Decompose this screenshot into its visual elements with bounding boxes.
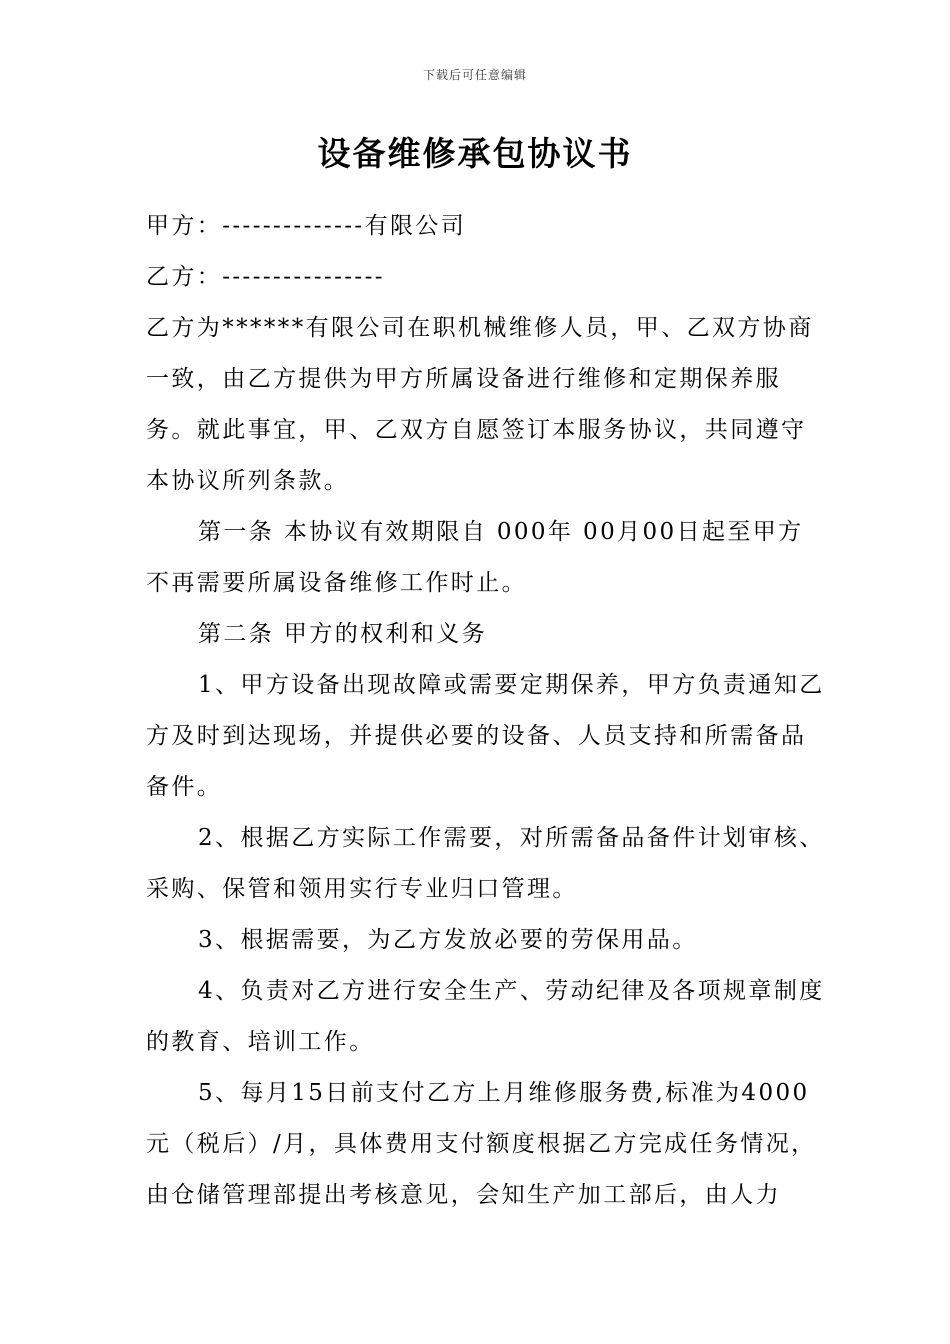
clause-3-paragraph: 3、根据需要，为乙方发放必要的劳保用品。	[198, 927, 698, 953]
intro-paragraph: 乙方为******有限公司在职机械维修人员，甲、乙双方协商一致，由乙方提供为甲方所属设备进行维修和定期保养服务。就此事宜，甲、乙双方自愿签订本服务协议，共同遵守本协议所列条款。	[146, 315, 814, 494]
clause-2-paragraph: 2、根据乙方实际工作需要，对所需备品备件计划审核、采购、保管和领用实行专业归口管理。	[146, 825, 825, 902]
article-1-paragraph: 第一条 本协议有效期限自 000年 00月00日起至甲方不再需要所属设备维修工作时止。	[146, 519, 804, 596]
document-body	[146, 201, 826, 1221]
party-b-line: 乙方：----------------	[146, 264, 385, 290]
header-note: 下载后可任意编辑	[422, 68, 527, 82]
clause-4-paragraph: 4、负责对乙方进行安全生产、劳动纪律及各项规章制度的教育、培训工作。	[146, 978, 825, 1055]
clause-1-paragraph: 1、甲方设备出现故障或需要定期保养，甲方负责通知乙方及时到达现场，并提供必要的设备、人员支持和所需备品备件。	[146, 672, 825, 800]
clause-5-paragraph: 5、每月15日前支付乙方上月维修服务费,标准为4000元（税后）/月，具体费用支付额度根据乙方完成任务情况，由仓储管理部提出考核意见，会知生产加工部后，由人力	[146, 1080, 817, 1208]
article-2-heading: 第二条 甲方的权利和义务	[198, 621, 488, 647]
party-a-line: 甲方：--------------有限公司	[146, 213, 467, 239]
document-title: 设备维修承包协议书	[317, 134, 633, 173]
